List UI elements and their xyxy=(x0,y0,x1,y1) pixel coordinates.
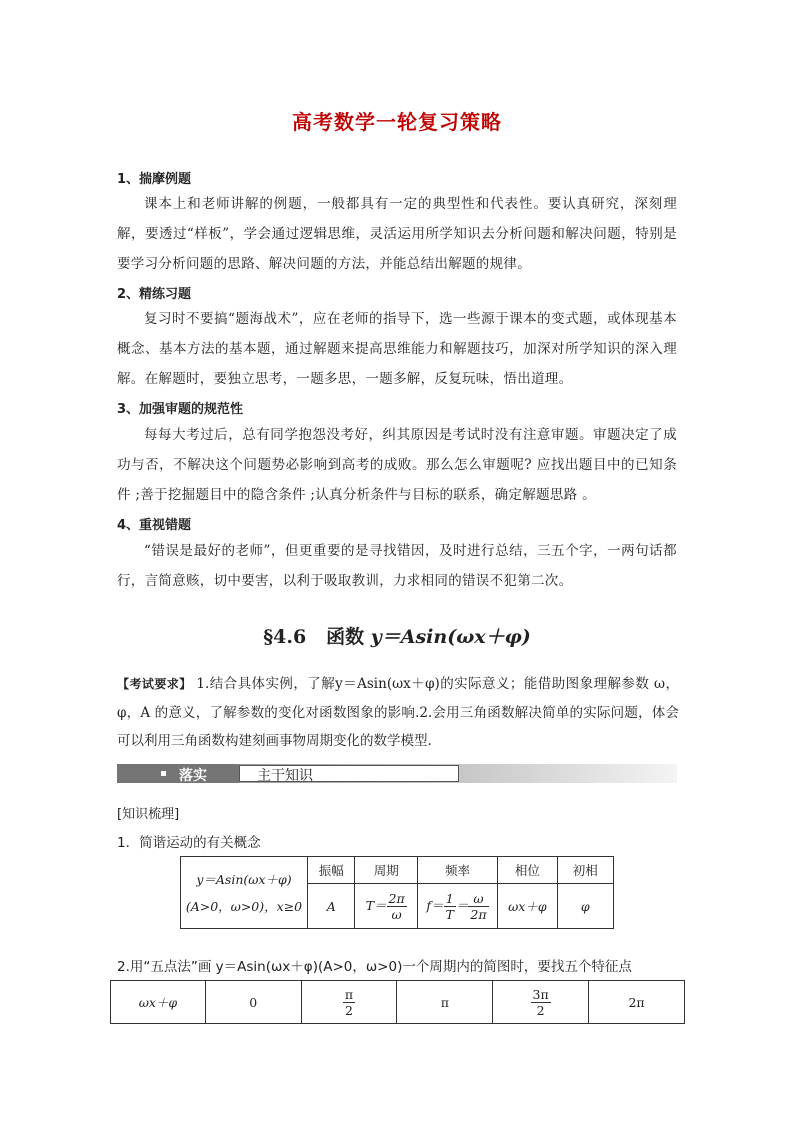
simple-harmonic-table xyxy=(180,856,614,929)
period-numerator: 2π xyxy=(388,890,405,906)
table1-header-amplitude: 振幅 xyxy=(307,857,355,884)
five-point-table xyxy=(110,980,685,1024)
period-denominator: ω xyxy=(391,906,402,922)
section-text-4: “错误是最好的老师”，但更重要的是寻找错因，及时进行总结，三五个字，一两句话都行，言简意赅，切中要害，以利于吸取教训，力求相同的错误不犯第二次。 xyxy=(117,543,677,589)
pi-half-numerator: π xyxy=(344,986,354,1002)
table1-initial-phase: φ xyxy=(557,884,613,929)
freq-numerator-1: 1 xyxy=(444,891,456,907)
freq-numerator-2: ω xyxy=(468,891,488,907)
freq-denominator-1: T xyxy=(445,906,454,922)
section-heading-4: 4、重视错题 xyxy=(117,518,192,533)
table2-value-0: 0 xyxy=(205,981,301,1024)
table1-frequency xyxy=(417,884,497,929)
table1-header-phase: 相位 xyxy=(498,857,557,884)
square-bullet-icon xyxy=(161,771,166,776)
three-pi-half-denominator: 2 xyxy=(536,1002,545,1018)
table1-amplitude: A xyxy=(307,884,355,929)
freq-lhs: f＝ xyxy=(426,897,444,913)
requirement-text: 1.结合具体实例，了解y＝Asin(ωx＋φ)的实际意义；能借助图象理解参数 ω，φ，A 的意义，了解参数的变化对函数图象的影响.2.会用三角函数解决简单的实际问题，体会可以利用三角函数构建刻画事物周期变化的数学模型. xyxy=(117,676,679,749)
table1-header-period: 周期 xyxy=(355,857,417,884)
section-banner xyxy=(117,764,677,783)
table2-value-pi-half xyxy=(301,981,397,1024)
lesson-section-number: §4.6 xyxy=(263,626,307,648)
table1-left-line1: y＝Asin(ωx＋φ) xyxy=(196,871,292,887)
three-pi-half-numerator: 3π xyxy=(532,986,549,1002)
table2-value-3pi-half xyxy=(493,981,589,1024)
section-heading-1: 1、揣摩例题 xyxy=(117,172,192,187)
item-1-heading: 1．简谐运动的有关概念 xyxy=(117,835,261,851)
table1-phase: ωx＋φ xyxy=(498,884,557,929)
banner-right-label: 主干知识 xyxy=(257,768,313,784)
freq-denominator-2: 2π xyxy=(470,906,487,922)
table2-label: ωx＋φ xyxy=(111,981,206,1024)
period-lhs: T＝ xyxy=(365,897,387,913)
section-heading-2: 2、精练习题 xyxy=(117,287,192,302)
lesson-title-prefix: 函数 xyxy=(326,626,371,648)
section-text-2: 复习时不要搞“题海战术”，应在老师的指导下，选一些源于课本的变式题，或体现基本概念、基本方法的基本题，通过解题来提高思维能力和解题技巧，加深对所学知识的深入理解。在解题时，要独立思考，一题多思，一题多解，反复玩味，悟出道理。 xyxy=(117,311,677,387)
table1-function-cell xyxy=(181,857,308,929)
table1-header-initial-phase: 初相 xyxy=(557,857,613,884)
lesson-title xyxy=(0,622,794,649)
pi-half-denominator: 2 xyxy=(345,1002,353,1018)
section-text-1: 课本上和老师讲解的例题，一般都具有一定的典型性和代表性。要认真研究，深刻理解，要透过“样板”，学会通过逻辑思维，灵活运用所学知识去分析问题和解决问题，特别是要学习分析问题的思路、解决问题的方法，并能总结出解题的规律。 xyxy=(117,196,677,272)
exam-requirements xyxy=(117,670,679,756)
page-title: 高考数学一轮复习策略 xyxy=(292,110,502,134)
freq-equals: ＝ xyxy=(455,897,469,913)
requirement-tag: 【考试要求】 xyxy=(117,677,192,691)
table1-period xyxy=(355,884,417,929)
lesson-title-formula: y＝Asin(ωx＋φ) xyxy=(370,626,531,648)
section-text-3: 每每大考过后，总有同学抱怨没考好，纠其原因是考试时没有注意审题。审题决定了成功与否，不解决这个问题势必影响到高考的成败。那么怎么审题呢? 应找出题目中的已知条件 ;善于挖掘题目中的隐含条件 ;认真分析条件与目标的联系，确定解题思路 。 xyxy=(117,427,677,503)
section-heading-3: 3、加强审题的规范性 xyxy=(117,402,244,417)
knowledge-label: [知识梳理] xyxy=(117,807,180,822)
banner-left-label: 落实 xyxy=(179,768,207,784)
item-2-heading: 2.用“五点法”画 y＝Asin(ωx＋φ)(A>0，ω>0)一个周期内的简图时，要找五个特征点 xyxy=(117,959,632,975)
table2-value-2pi: 2π xyxy=(589,981,685,1024)
table1-header-frequency: 频率 xyxy=(417,857,497,884)
table1-left-line2: (A>0，ω>0)，x≥0 xyxy=(185,898,303,914)
table2-value-pi: π xyxy=(397,981,493,1024)
